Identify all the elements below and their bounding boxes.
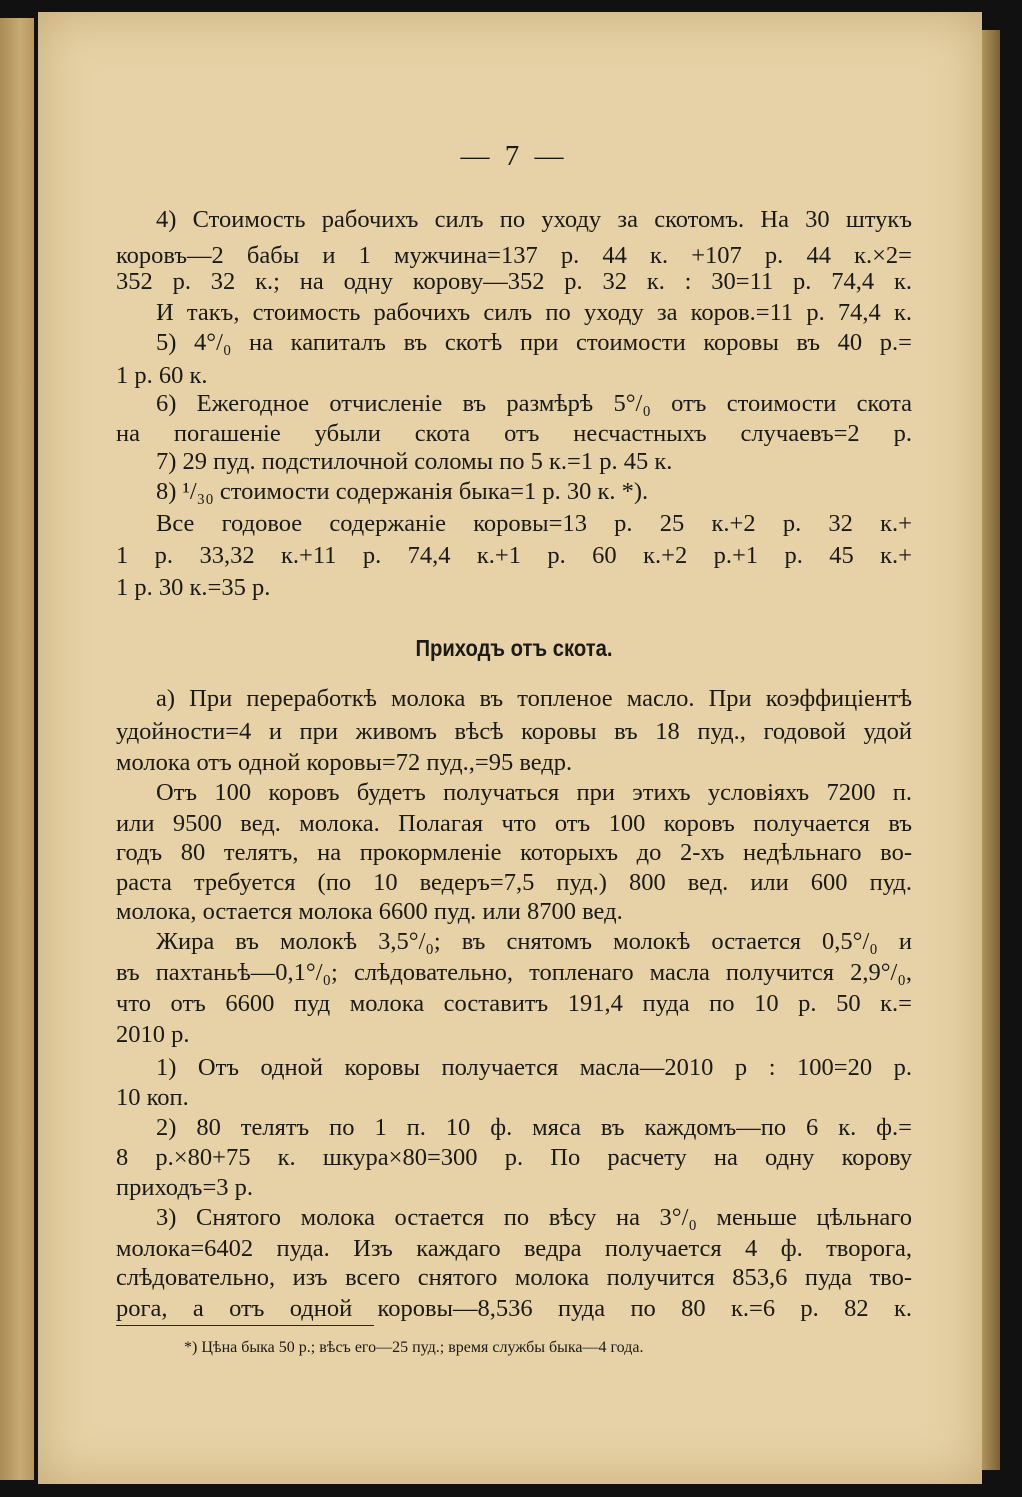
- text-line: 352 р. 32 к.; на одну корову—352 р. 32 к. : 30=11 р. 74,4 к.: [116, 268, 912, 295]
- page-number: — 7 —: [460, 140, 568, 172]
- text-line: рога, а отъ одной коровы—8,536 пуда по 80 к.=6 р. 82 к.: [116, 1295, 912, 1322]
- section-heading: Приходъ отъ скота.: [415, 635, 613, 661]
- footnote: *) Цѣна быка 50 р.; вѣсъ его—25 пуд.; время службы быка—4 года.: [184, 1339, 644, 1356]
- text-line: годъ 80 телятъ, на прокормленіе которыхъ до 2-хъ недѣльнаго во-: [116, 839, 912, 866]
- text-line: коровъ—2 бабы и 1 мужчина=137 р. 44 к. +107 р. 44 к.×2=: [116, 242, 912, 269]
- text-line: приходъ=3 р.: [116, 1174, 254, 1201]
- text-line: удойности=4 и при живомъ вѣсѣ коровы въ 18 пуд., годовой удой: [116, 718, 912, 745]
- text-line: раста требуется (по 10 ведеръ=7,5 пуд.) 800 вед. или 600 пуд.: [116, 869, 912, 896]
- text-line: молока, остается молока 6600 пуд. или 8700 вед.: [116, 898, 623, 925]
- text-line: на погашеніе убыли скота отъ несчастныхъ случаевъ=2 р.: [116, 420, 912, 447]
- text-line: 4) Стоимость рабочихъ силъ по уходу за скотомъ. На 30 штукъ: [156, 206, 912, 233]
- text-line: 1 р. 60 к.: [116, 362, 208, 389]
- text-line: молока=6402 пуда. Изъ каждаго ведра получается 4 ф. творога,: [116, 1235, 912, 1262]
- text-line: 6) Ежегодное отчисленіе въ размѣрѣ 5°/₀ отъ стоимости скота: [156, 390, 912, 417]
- text-line: И такъ, стоимость рабочихъ силъ по уходу за коров.=11 р. 74,4 к.: [156, 299, 912, 326]
- text-line: 5) 4°/₀ на капиталъ въ скотѣ при стоимости коровы въ 40 р.=: [156, 329, 912, 356]
- text-line: а) При переработкѣ молока въ топленое масло. При коэффиціентѣ: [156, 685, 912, 712]
- page-right-edge: [982, 30, 1000, 1470]
- footnote-rule: [116, 1325, 374, 1326]
- text-line: или 9500 вед. молока. Полагая что отъ 100 коровъ получается въ: [116, 810, 912, 837]
- text-line: 2010 р.: [116, 1021, 190, 1048]
- text-line: 2) 80 телятъ по 1 п. 10 ф. мяса въ каждомъ—по 6 к. ф.=: [156, 1114, 912, 1141]
- text-line: 7) 29 пуд. подстилочной соломы по 5 к.=1 р. 45 к.: [156, 448, 673, 475]
- text-line: 3) Снятого молока остается по вѣсу на 3°/₀ меньше цѣльнаго: [156, 1204, 912, 1231]
- text-line: что отъ 6600 пуд молока составитъ 191,4 пуда по 10 р. 50 к.=: [116, 990, 912, 1017]
- text-line: въ пахтаньѣ—0,1°/₀; слѣдовательно, топленаго масла получится 2,9°/₀,: [116, 959, 912, 986]
- text-line: 8) ¹/₃₀ стоимости содержанія быка=1 р. 30 к. *).: [156, 478, 649, 505]
- text-line: 10 коп.: [116, 1084, 189, 1111]
- text-line: слѣдовательно, изъ всего снятого молока получится 853,6 пуда тво-: [116, 1264, 912, 1291]
- text-line: Отъ 100 коровъ будетъ получаться при этихъ условіяхъ 7200 п.: [156, 779, 912, 806]
- text-line: 1 р. 33,32 к.+11 р. 74,4 к.+1 р. 60 к.+2 р.+1 р. 45 к.+: [116, 542, 912, 569]
- text-line: Жира въ молокѣ 3,5°/₀; въ снятомъ молокѣ остается 0,5°/₀ и: [156, 928, 912, 955]
- text-line: 1) Отъ одной коровы получается масла—2010 р : 100=20 р.: [156, 1054, 912, 1081]
- text-line: 1 р. 30 к.=35 р.: [116, 574, 271, 601]
- text-line: молока отъ одной коровы=72 пуд.,=95 ведр.: [116, 749, 573, 776]
- book-page: [38, 12, 982, 1484]
- facing-page-edge: [0, 18, 34, 1480]
- text-line: Все годовое содержаніе коровы=13 р. 25 к.+2 р. 32 к.+: [156, 510, 912, 537]
- text-line: 8 р.×80+75 к. шкура×80=300 р. По расчету на одну корову: [116, 1144, 912, 1171]
